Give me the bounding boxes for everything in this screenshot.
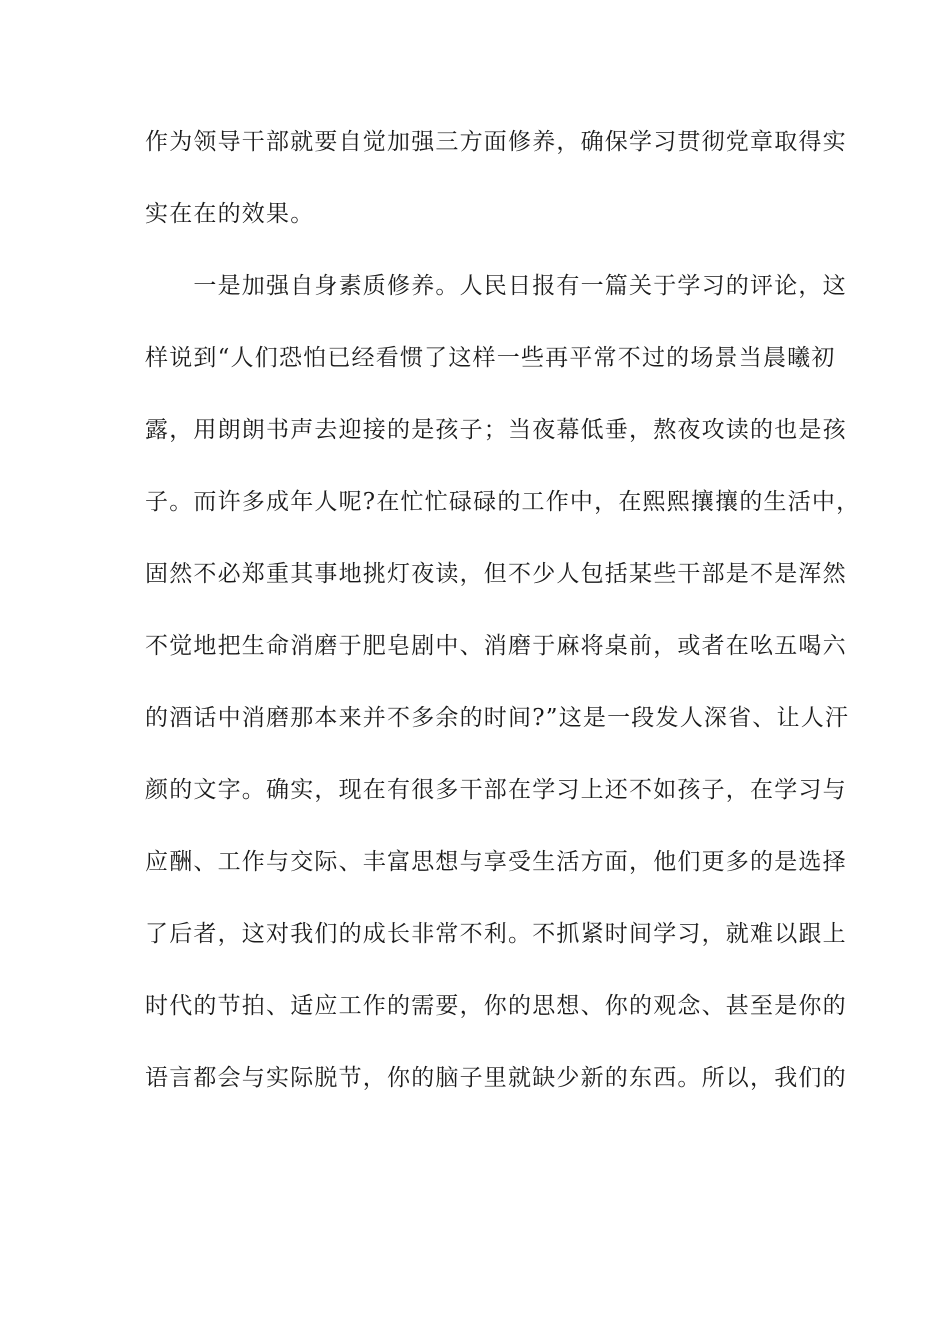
text-line-9: 的酒话中消磨那本来并不多余的时间?”这是一段发人深省、让人汗 [145, 705, 850, 731]
text-line-6: 子。而许多成年人呢?在忙忙碌碌的工作中，在熙熙攘攘的生活中， [145, 489, 861, 515]
document-body [145, 118, 861, 1126]
text-line-14: 语言都会与实际脱节，你的脑子里就缺少新的东西。所以，我们的 [145, 1065, 847, 1091]
text-line-7: 固然不必郑重其事地挑灯夜读，但不少人包括某些干部是不是浑然 [145, 561, 847, 587]
text-line-4: 样说到“人们恐怕已经看惯了这样一些再平常不过的场景当晨曦初 [145, 345, 836, 371]
text-line-8: 不觉地把生命消磨于肥皂剧中、消磨于麻将桌前，或者在吆五喝六 [145, 633, 847, 659]
text-line-2: 实在在的效果。 [145, 201, 315, 227]
text-line-13: 时代的节拍、适应工作的需要，你的思想、你的观念、甚至是你的 [145, 993, 847, 1019]
text-line-11: 应酬、工作与交际、丰富思想与享受生活方面，他们更多的是选择 [145, 849, 847, 875]
text-line-5: 露，用朗朗书声去迎接的是孩子；当夜幕低垂，熬夜攻读的也是孩 [145, 417, 847, 443]
text-line-12: 了后者，这对我们的成长非常不利。不抓紧时间学习，就难以跟上 [145, 921, 847, 947]
text-line-10: 颜的文字。确实，现在有很多干部在学习上还不如孩子，在学习与 [145, 777, 847, 803]
text-line-1: 作为领导干部就要自觉加强三方面修养，确保学习贯彻党章取得实 [145, 129, 847, 155]
text-line-3: 一是加强自身素质修养。人民日报有一篇关于学习的评论，这 [145, 273, 847, 299]
